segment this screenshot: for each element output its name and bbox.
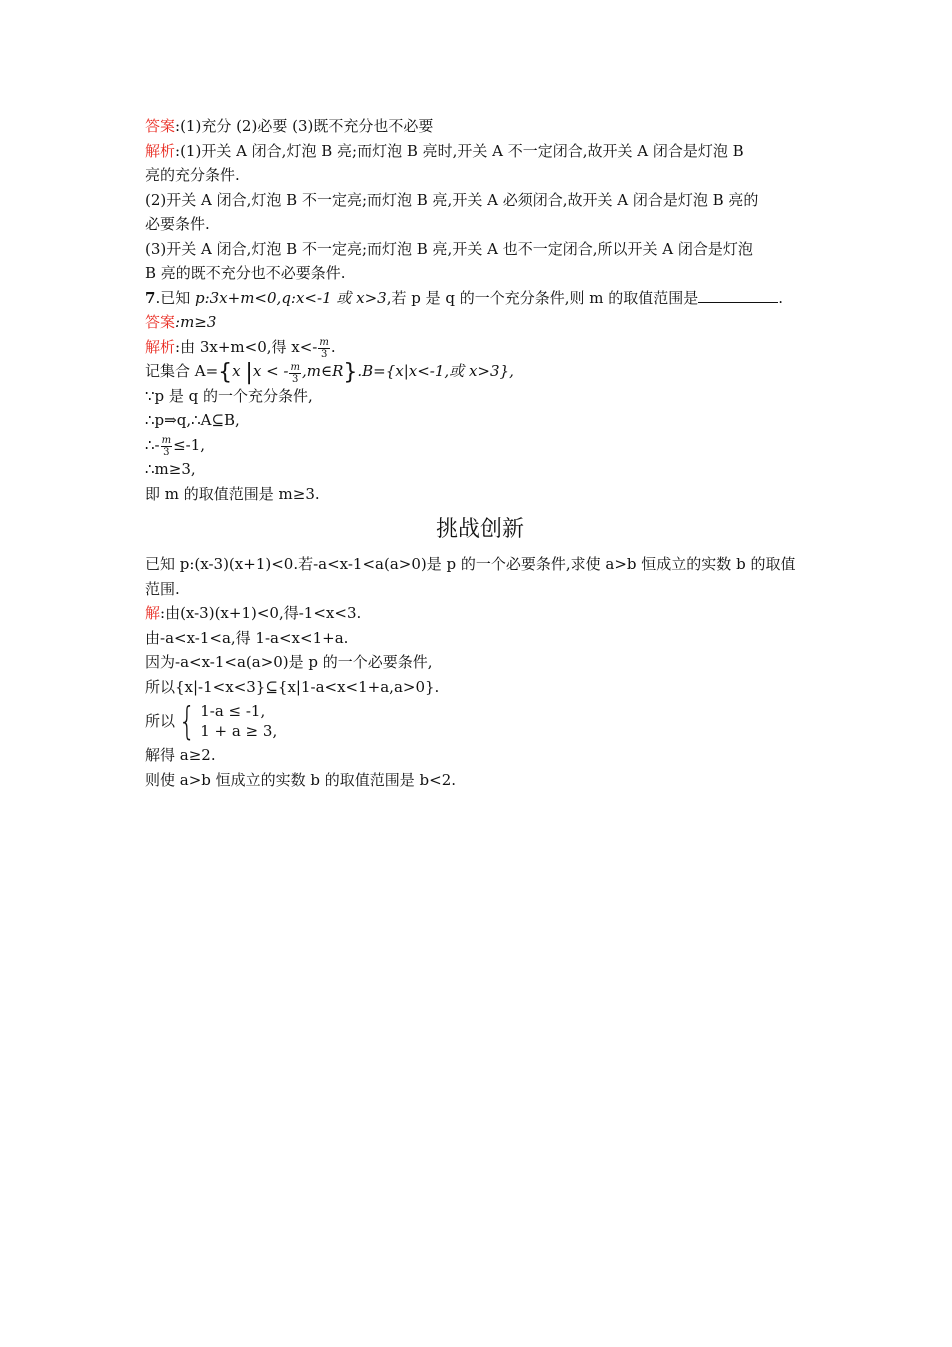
- q6-analysis-line: (3)开关 A 闭合,灯泡 B 不一定亮;而灯泡 B 亮,开关 A 也不一定闭合,所以开关 A 闭合是灯泡: [145, 239, 753, 258]
- q6-analysis-line: 必要条件.: [145, 215, 210, 233]
- challenge-question: 已知 p:(x-3)(x+1)<0.若-a<x-1<a(a>0)是 p 的一个必要条件,求使 a>b 恒成立的实数 b 的取值: [145, 555, 796, 573]
- q7-question: [145, 286, 815, 311]
- q7-solution-text: :由 3x+m<0,得 x<-: [175, 337, 318, 356]
- q7-solution-line: ∴m≥3,: [145, 460, 196, 478]
- challenge-solution-line: 解得 a≥2.: [145, 746, 216, 764]
- fraction: [289, 362, 300, 385]
- left-brace-icon: {: [218, 360, 233, 385]
- fraction-numerator: m: [319, 337, 329, 348]
- answer-blank: [698, 287, 778, 303]
- q7-solution-text: 记集合 A=: [145, 362, 219, 380]
- q7-solution-line: [145, 359, 815, 384]
- fraction: [318, 337, 329, 360]
- q7-text: ,若 p 是 q 的一个充分条件,则 m 的取值范围是: [386, 288, 699, 307]
- solution-label: 解: [145, 604, 161, 622]
- q6-analysis-line: (2)开关 A 闭合,灯泡 B 不一定亮;而灯泡 B 亮,开关 A 必须闭合,故开关 A 闭合是灯泡 B 亮的: [145, 190, 759, 209]
- q7-text: .: [778, 288, 784, 307]
- left-brace-icon: {: [178, 699, 196, 743]
- system-rows: [200, 701, 277, 741]
- section-title: 挑战创新: [435, 517, 524, 542]
- challenge-solution-text: :由(x-3)(x+1)<0,得-1<x<3.: [160, 604, 362, 622]
- challenge-solution-line: 则使 a>b 恒成立的实数 b 的取值范围是 b<2.: [145, 770, 457, 789]
- set-b: .B={x|x<-1,或 x>3},: [357, 362, 514, 380]
- q7-solution-text: ∴-: [145, 435, 160, 454]
- q7-solution-line: [145, 433, 815, 458]
- q7-answer-text: :m≥3: [175, 313, 217, 331]
- challenge-solution-line: 由-a<x-1<a,得 1-a<x<1+a.: [145, 628, 349, 647]
- fraction-numerator: m: [161, 435, 172, 446]
- set-condition: ,m∈R: [301, 362, 344, 380]
- challenge-solution-text: 所以: [145, 711, 176, 730]
- analysis-label: 解析: [145, 337, 176, 356]
- q6-analysis-line: [145, 139, 815, 164]
- question-number: 7: [145, 288, 156, 307]
- set-condition: x < -: [252, 362, 289, 380]
- challenge-solution-line: 因为-a<x-1<a(a>0)是 p 的一个必要条件,: [145, 653, 433, 671]
- q6-answer-text: :(1)充分 (2)必要 (3)既不充分也不必要: [175, 117, 434, 135]
- set-variable: x: [232, 362, 241, 380]
- answer-label: 答案: [145, 117, 176, 135]
- analysis-label: 解析: [145, 141, 176, 160]
- fraction-denominator: 3: [163, 447, 170, 458]
- fraction-denominator: 3: [320, 349, 328, 360]
- system-row: 1 + a ≥ 3,: [200, 722, 278, 740]
- right-brace-icon: }: [343, 360, 358, 385]
- q6-answer: [145, 114, 815, 139]
- q7-solution-line: 即 m 的取值范围是 m≥3.: [145, 484, 320, 503]
- q7-answer: [145, 310, 815, 335]
- q6-analysis-line: B 亮的既不充分也不必要条件.: [145, 264, 346, 282]
- q7-condition: p:3x+m<0,q:x<-1 或 x>3: [194, 288, 387, 307]
- challenge-question: 范围.: [145, 579, 180, 598]
- answer-label: 答案: [145, 313, 176, 331]
- fraction-denominator: 3: [292, 373, 299, 385]
- vertical-bar-icon: |: [245, 360, 253, 385]
- q6-analysis-line: 亮的充分条件.: [145, 166, 240, 184]
- q7-solution-line: ∴p⇒q,∴A⊆B,: [145, 411, 240, 429]
- q7-text: .已知: [155, 288, 195, 307]
- challenge-solution-line: 所以{x|-1<x<3}⊆{x|1-a<x<1+a,a>0}.: [145, 677, 440, 696]
- q7-solution-line: ∵p 是 q 的一个充分条件,: [145, 386, 313, 405]
- fraction-numerator: m: [290, 361, 300, 373]
- document-body: [145, 114, 815, 792]
- fraction: [161, 435, 172, 458]
- q7-solution-line: 解析:由 3x+m<0,得 x<- $\frac{m}{3}$ .: [145, 337, 336, 360]
- challenge-solution-line: [145, 601, 815, 626]
- q7-solution-text: ≤-1,: [173, 435, 206, 454]
- inequality-system: [145, 699, 815, 743]
- system-row: 1-a ≤ -1,: [200, 702, 266, 720]
- q6-analysis-text: :(1)开关 A 闭合,灯泡 B 亮;而灯泡 B 亮时,开关 A 不一定闭合,故开关 A 闭合是灯泡 B: [175, 141, 744, 160]
